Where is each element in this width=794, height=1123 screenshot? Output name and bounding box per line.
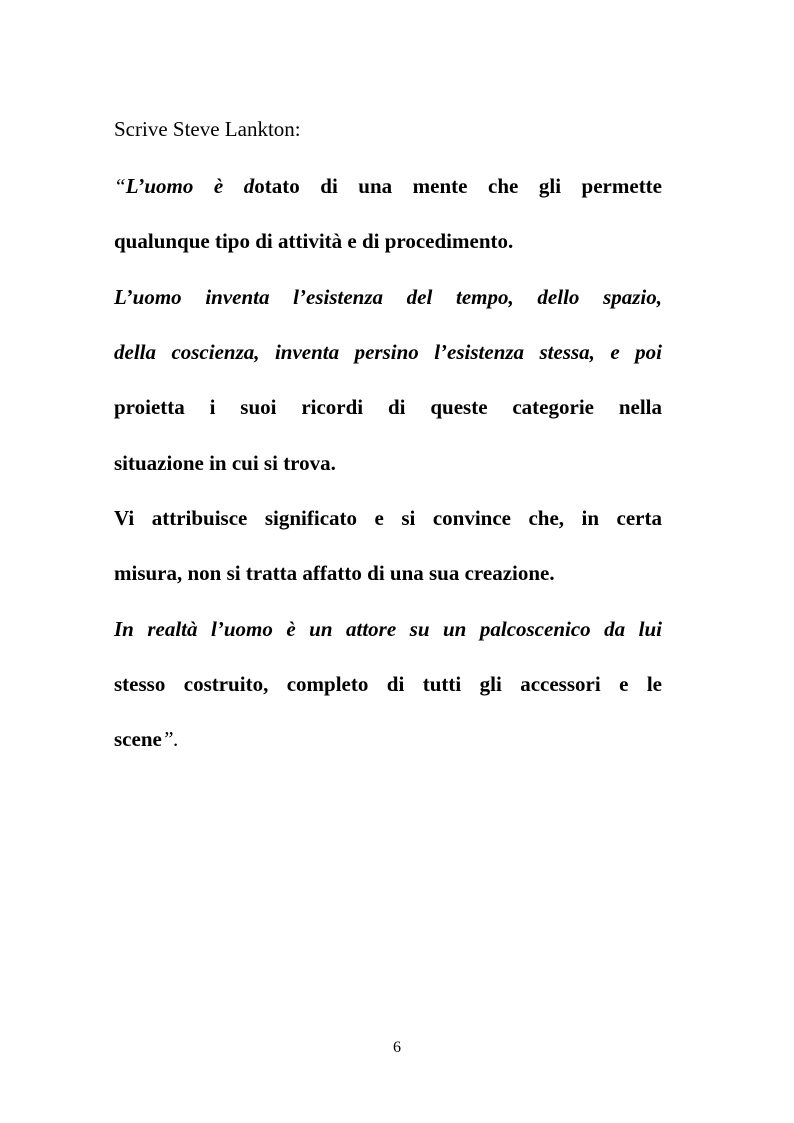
opening-quote-mark: “ xyxy=(114,174,126,198)
quote-line-7: Vi attribuisce significato e si convince che, in certa xyxy=(114,506,662,530)
quote-line-11-text: scene xyxy=(114,727,162,751)
quote-line-1 xyxy=(114,171,662,201)
quote-line-9: In realtà l’uomo è un attore su un palcoscenico da lui xyxy=(114,617,662,641)
quote-line-8: misura, non si tratta affatto di una sua creazione. xyxy=(114,561,555,585)
intro-line: Scrive Steve Lankton: xyxy=(114,117,301,141)
quote-line-11 xyxy=(114,724,662,754)
closing-period: . xyxy=(173,727,179,751)
page-number: 6 xyxy=(393,1039,401,1056)
quote-line-10: stesso costruito, completo di tutti gli accessori e le xyxy=(114,672,662,696)
quote-line-5: proietta i suoi ricordi di queste categorie nella xyxy=(114,395,662,419)
quote-line-3: L’uomo inventa l’esistenza del tempo, dello spazio, xyxy=(114,285,662,309)
quote-line-4: della coscienza, inventa persino l’esistenza stessa, e poi xyxy=(114,340,662,364)
quote-line-1-italic: L’uomo è d xyxy=(125,174,255,198)
quote-line-1-rest: otato di una mente che gli permette xyxy=(254,174,662,198)
quote-line-2: qualunque tipo di attività e di procedimento. xyxy=(114,229,514,253)
closing-quote-mark: ” xyxy=(161,727,174,751)
quote-line-6: situazione in cui si trova. xyxy=(114,451,336,475)
